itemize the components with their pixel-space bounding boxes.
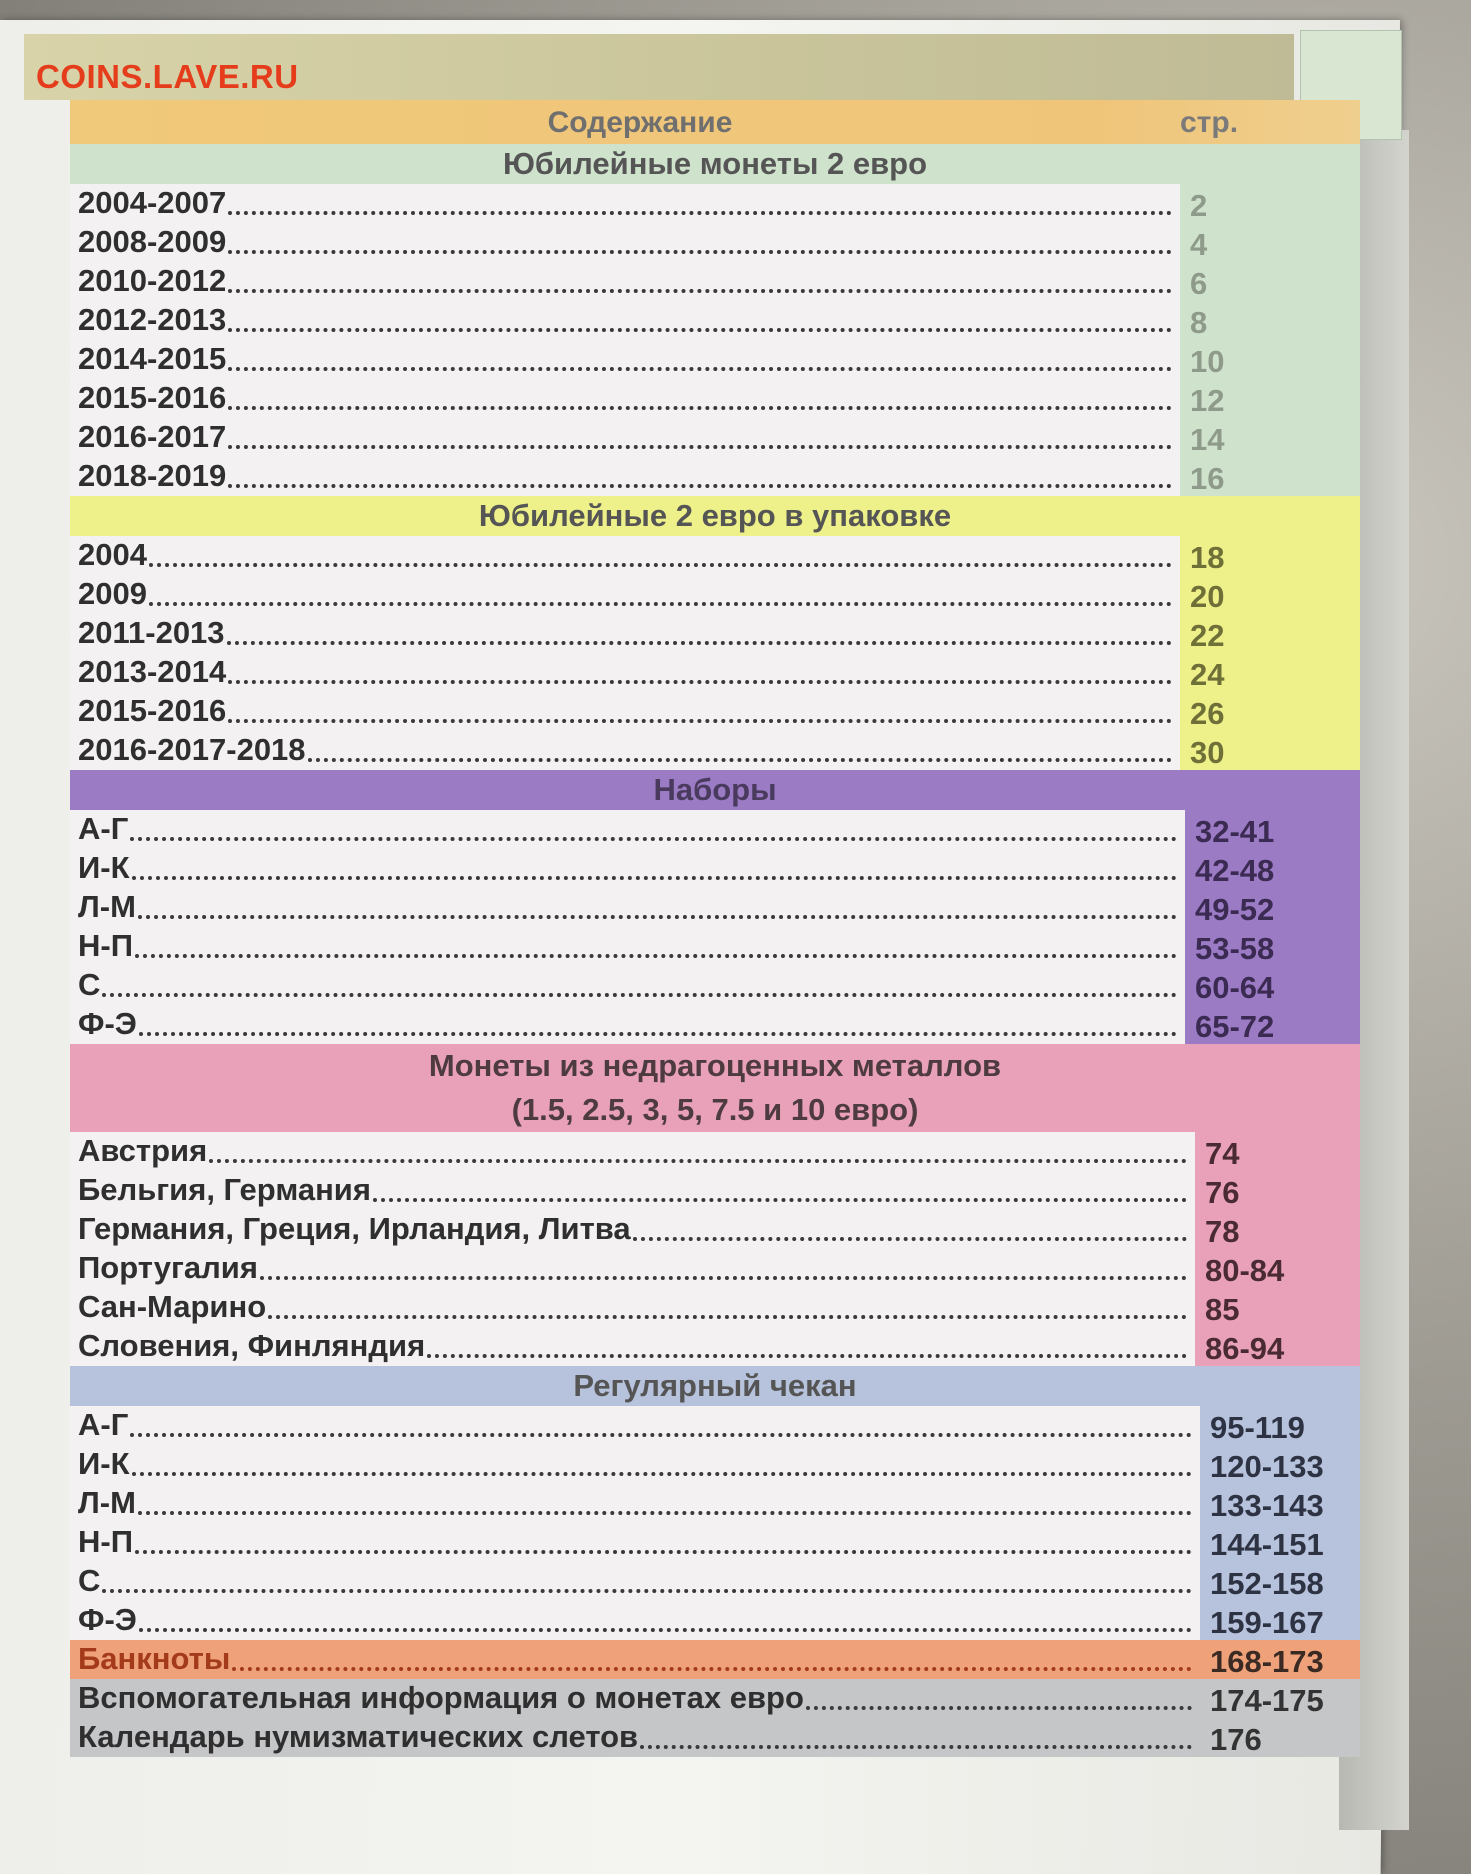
toc-entry <box>70 614 1360 653</box>
entry-label: Австрия <box>78 1133 208 1168</box>
dot-leader <box>149 601 1172 606</box>
toc-entry <box>70 262 1360 301</box>
toc-entry <box>70 457 1360 496</box>
section-anniversary-packaged <box>70 496 1360 770</box>
entry-label: Вспомогательная информация о монетах евро <box>78 1680 804 1715</box>
toc-entry <box>70 340 1360 379</box>
dot-leader <box>228 288 1172 293</box>
toc-entry <box>70 1523 1360 1562</box>
watermark: COINS.LAVE.RU <box>36 58 299 95</box>
entry-page-number: 120-133 <box>1210 1449 1324 1484</box>
section-auxiliary <box>70 1679 1360 1757</box>
entry-label-area <box>70 1679 1200 1718</box>
entry-page-number: 176 <box>1210 1722 1262 1757</box>
entry-label: И-К <box>78 1446 130 1481</box>
entry-label-area <box>70 927 1185 966</box>
entry-label: Португалия <box>78 1250 258 1285</box>
dot-leader <box>139 1627 1192 1632</box>
entry-label: С <box>78 1563 101 1598</box>
entry-page-number: 30 <box>1190 735 1225 770</box>
entry-label-area <box>70 614 1180 653</box>
entry-label: 2013-2014 <box>78 654 227 689</box>
dot-leader <box>228 679 1172 684</box>
dot-leader <box>806 1705 1192 1710</box>
entry-label-area <box>70 301 1180 340</box>
toc-title: Содержание <box>547 106 733 139</box>
section-title: Юбилейные монеты 2 евро <box>502 146 928 181</box>
entry-label: 2011-2013 <box>78 615 225 650</box>
dot-leader <box>268 1314 1187 1319</box>
entry-page-number: 24 <box>1190 657 1225 692</box>
entry-page-number: 78 <box>1205 1214 1240 1249</box>
entry-label: Бельгия, Германия <box>78 1172 371 1207</box>
toc-entry <box>70 1601 1360 1640</box>
toc-entry <box>70 966 1360 1005</box>
dot-leader <box>640 1744 1192 1749</box>
entry-page-number: 152-158 <box>1210 1566 1324 1601</box>
entry-label: 2010-2012 <box>78 263 227 298</box>
entry-label-area <box>70 1249 1195 1288</box>
toc-entry <box>70 927 1360 966</box>
entry-label-area <box>70 1005 1185 1044</box>
entry-label-area <box>70 731 1180 770</box>
entry-label: 2004 <box>78 537 147 572</box>
entry-label-area <box>70 457 1180 496</box>
page-column-label: стр. <box>1180 106 1239 139</box>
entry-page-number: 49-52 <box>1195 892 1275 927</box>
toc-header <box>70 100 1360 144</box>
entry-page-number: 18 <box>1190 540 1225 575</box>
dot-leader <box>135 953 1177 958</box>
entry-page-number: 2 <box>1190 188 1208 223</box>
entry-label: Календарь нумизматических слетов <box>78 1719 639 1754</box>
entry-label-area <box>70 888 1185 927</box>
entry-label-area <box>70 1288 1195 1327</box>
dot-leader <box>138 914 1177 919</box>
section-title: Наборы <box>653 772 777 807</box>
entry-label: 2009 <box>78 576 147 611</box>
entry-page-number: 80-84 <box>1205 1253 1285 1288</box>
entry-label-area <box>70 1445 1200 1484</box>
entry-page-number: 85 <box>1205 1292 1240 1327</box>
entry-label-area <box>70 262 1180 301</box>
entry-label: Германия, Греция, Ирландия, Литва <box>78 1211 631 1246</box>
toc-entry <box>70 379 1360 418</box>
dot-leader <box>102 992 1177 997</box>
entry-label: Ф-Э <box>78 1006 137 1041</box>
toc-entry <box>70 536 1360 575</box>
dot-leader <box>228 405 1172 410</box>
toc-entry <box>70 1484 1360 1523</box>
dot-leader <box>228 718 1172 723</box>
section-anniversary-coins <box>70 144 1360 496</box>
entry-page-number: 16 <box>1190 461 1225 496</box>
entry-page-number: 86-94 <box>1205 1331 1285 1366</box>
dot-leader <box>232 1666 1192 1671</box>
toc-entry <box>70 1171 1360 1210</box>
toc-entry <box>70 184 1360 223</box>
dot-leader <box>228 327 1172 332</box>
entry-label: 2015-2016 <box>78 693 227 728</box>
entry-page-number: 65-72 <box>1195 1009 1275 1044</box>
entry-page-number: 144-151 <box>1210 1527 1324 1562</box>
toc-entry <box>70 301 1360 340</box>
section-title: Монеты из недрагоценных металлов <box>428 1048 1002 1083</box>
dot-leader <box>633 1236 1187 1241</box>
dot-leader <box>138 1510 1192 1515</box>
entry-label-area <box>70 1484 1200 1523</box>
entry-label: 2016-2017 <box>78 419 227 454</box>
dot-leader <box>228 249 1172 254</box>
dot-leader <box>209 1158 1187 1163</box>
entry-page-number: 32-41 <box>1195 814 1275 849</box>
entry-label-area <box>70 379 1180 418</box>
section-title: Регулярный чекан <box>573 1368 857 1403</box>
entry-label: А-Г <box>78 811 129 846</box>
entry-label-area <box>70 223 1180 262</box>
toc-entry <box>70 1288 1360 1327</box>
entry-page-number: 174-175 <box>1210 1683 1324 1718</box>
entry-label: Н-П <box>78 928 133 963</box>
entry-label-area <box>70 1327 1195 1366</box>
entry-page-number: 60-64 <box>1195 970 1275 1005</box>
entry-page-number: 6 <box>1190 266 1208 301</box>
section-subtitle: (1.5, 2.5, 3, 5, 7.5 и 10 евро) <box>511 1092 919 1127</box>
entry-label-area <box>70 1523 1200 1562</box>
dot-leader <box>149 562 1172 567</box>
entry-label-area <box>70 575 1180 614</box>
entry-label-area <box>70 1718 1200 1757</box>
entry-label-area <box>70 653 1180 692</box>
entry-label-area <box>70 536 1180 575</box>
toc-entry <box>70 849 1360 888</box>
table-of-contents <box>70 100 1360 1757</box>
section-regular-coinage <box>70 1366 1360 1640</box>
entry-label-area <box>70 692 1180 731</box>
entry-label: 2018-2019 <box>78 458 227 493</box>
section-base-metal-coins <box>70 1044 1360 1366</box>
entry-label-area <box>70 1601 1200 1640</box>
entry-page-number: 53-58 <box>1195 931 1275 966</box>
entry-label-area <box>70 1562 1200 1601</box>
dot-leader <box>373 1197 1187 1202</box>
toc-entry <box>70 1445 1360 1484</box>
toc-entry <box>70 223 1360 262</box>
toc-entry <box>70 1327 1360 1366</box>
entry-page-number: 95-119 <box>1210 1410 1305 1445</box>
entry-page-number: 133-143 <box>1210 1488 1324 1523</box>
dot-leader <box>227 640 1172 645</box>
entry-page-number: 4 <box>1190 227 1208 262</box>
dot-leader <box>228 366 1172 371</box>
entry-label-area <box>70 1132 1195 1171</box>
toc-entry <box>70 692 1360 731</box>
entry-label-area <box>70 1210 1195 1249</box>
entry-label-area <box>70 184 1180 223</box>
entry-label: Л-М <box>78 889 136 924</box>
dot-leader <box>132 1471 1192 1476</box>
entry-label-area <box>70 418 1180 457</box>
toc-entry <box>70 1406 1360 1445</box>
entry-page-number: 8 <box>1190 305 1208 340</box>
dot-leader <box>135 1549 1192 1554</box>
toc-entry <box>70 1640 1360 1679</box>
entry-label: Словения, Финляндия <box>78 1328 426 1363</box>
entry-label: С <box>78 967 101 1002</box>
entry-label: Ф-Э <box>78 1602 137 1637</box>
entry-label: Сан-Марино <box>78 1289 267 1324</box>
entry-label-area <box>70 966 1185 1005</box>
toc-entry <box>70 1210 1360 1249</box>
entry-label: И-К <box>78 850 130 885</box>
toc-entry <box>70 1718 1360 1757</box>
entry-label: 2015-2016 <box>78 380 227 415</box>
entry-label-area <box>70 1171 1195 1210</box>
entry-label: 2014-2015 <box>78 341 227 376</box>
entry-page-number: 12 <box>1190 383 1225 418</box>
entry-page-number: 42-48 <box>1195 853 1275 888</box>
entry-label-area <box>70 1640 1200 1679</box>
toc-entry <box>70 653 1360 692</box>
entry-label: 2004-2007 <box>78 185 227 220</box>
toc-entry <box>70 888 1360 927</box>
entry-page-number: 76 <box>1205 1175 1240 1210</box>
entry-page-number: 22 <box>1190 618 1225 653</box>
toc-entry <box>70 1679 1360 1718</box>
entry-page-number: 14 <box>1190 422 1225 457</box>
section-title: Юбилейные 2 евро в упаковке <box>478 498 952 533</box>
dot-leader <box>228 444 1172 449</box>
entry-page-number: 74 <box>1205 1136 1240 1171</box>
entry-label: А-Г <box>78 1407 129 1442</box>
entry-page-number: 26 <box>1190 696 1225 731</box>
entry-label: Банкноты <box>78 1641 231 1676</box>
toc-entry <box>70 1005 1360 1044</box>
entry-label: 2016-2017-2018 <box>78 732 306 767</box>
section-sets <box>70 770 1360 1044</box>
entry-label-area <box>70 340 1180 379</box>
entry-page-number: 10 <box>1190 344 1225 379</box>
toc-entry <box>70 1562 1360 1601</box>
toc-entry <box>70 418 1360 457</box>
dot-leader <box>260 1275 1187 1280</box>
dot-leader <box>427 1353 1187 1358</box>
entry-label-area <box>70 810 1185 849</box>
toc-entry <box>70 1132 1360 1171</box>
dot-leader <box>228 483 1172 488</box>
section-banknotes <box>70 1640 1360 1679</box>
toc-entry <box>70 575 1360 614</box>
entry-page-number: 20 <box>1190 579 1225 614</box>
toc-entry <box>70 731 1360 770</box>
entry-label-area <box>70 849 1185 888</box>
dot-leader <box>102 1588 1192 1593</box>
entry-label: Л-М <box>78 1485 136 1520</box>
entry-page-number: 159-167 <box>1210 1605 1324 1640</box>
entry-page-number: 168-173 <box>1210 1644 1324 1679</box>
dot-leader <box>130 836 1177 841</box>
dot-leader <box>308 757 1172 762</box>
dot-leader <box>228 210 1172 215</box>
entry-label: 2012-2013 <box>78 302 227 337</box>
dot-leader <box>130 1432 1192 1437</box>
dot-leader <box>139 1031 1177 1036</box>
toc-entry <box>70 810 1360 849</box>
entry-label: 2008-2009 <box>78 224 227 259</box>
toc-entry <box>70 1249 1360 1288</box>
entry-label-area <box>70 1406 1200 1445</box>
dot-leader <box>132 875 1177 880</box>
entry-label: Н-П <box>78 1524 133 1559</box>
